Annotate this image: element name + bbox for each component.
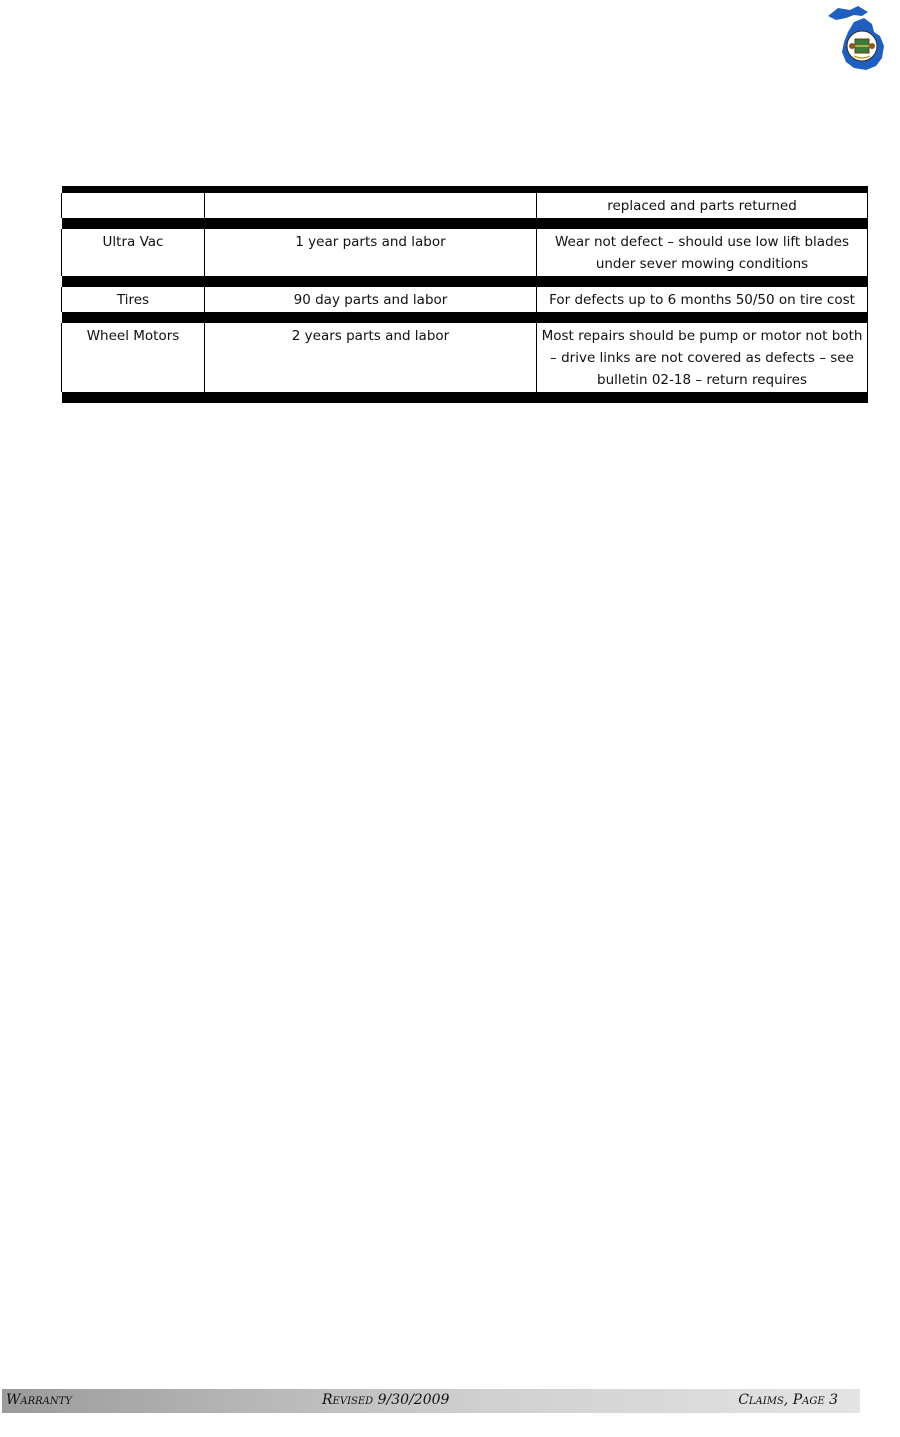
item-cell: Ultra Vac — [62, 229, 205, 276]
notes-cell: replaced and parts returned — [537, 193, 868, 218]
coverage-cell: 2 years parts and labor — [205, 323, 537, 392]
coverage-cell — [205, 193, 537, 218]
table-divider — [62, 186, 868, 193]
table-row — [62, 323, 868, 392]
table-divider — [62, 218, 868, 229]
notes-cell: Most repairs should be pump or motor not both – drive links are not covered as defects – see bulletin 02-18 – return requires — [537, 323, 868, 392]
notes-cell: For defects up to 6 months 50/50 on tire cost — [537, 287, 868, 312]
michigan-state-seal-icon — [824, 2, 894, 74]
page-footer — [2, 1389, 860, 1413]
table-divider — [62, 392, 868, 403]
footer-section-title: Warranty — [6, 1392, 72, 1408]
coverage-cell: 90 day parts and labor — [205, 287, 537, 312]
footer-page-number: Claims, Page 3 — [738, 1392, 838, 1408]
notes-cell: Wear not defect – should use low lift blades under sever mowing conditions — [537, 229, 868, 276]
table-divider — [62, 276, 868, 287]
table-row — [62, 229, 868, 276]
item-cell: Wheel Motors — [62, 323, 205, 392]
footer-revision-date: Revised 9/30/2009 — [322, 1392, 450, 1408]
coverage-cell: 1 year parts and labor — [205, 229, 537, 276]
table-row — [62, 287, 868, 312]
item-cell: Tires — [62, 287, 205, 312]
table-divider — [62, 312, 868, 323]
warranty-table — [61, 186, 868, 403]
table-row — [62, 193, 868, 218]
item-cell — [62, 193, 205, 218]
